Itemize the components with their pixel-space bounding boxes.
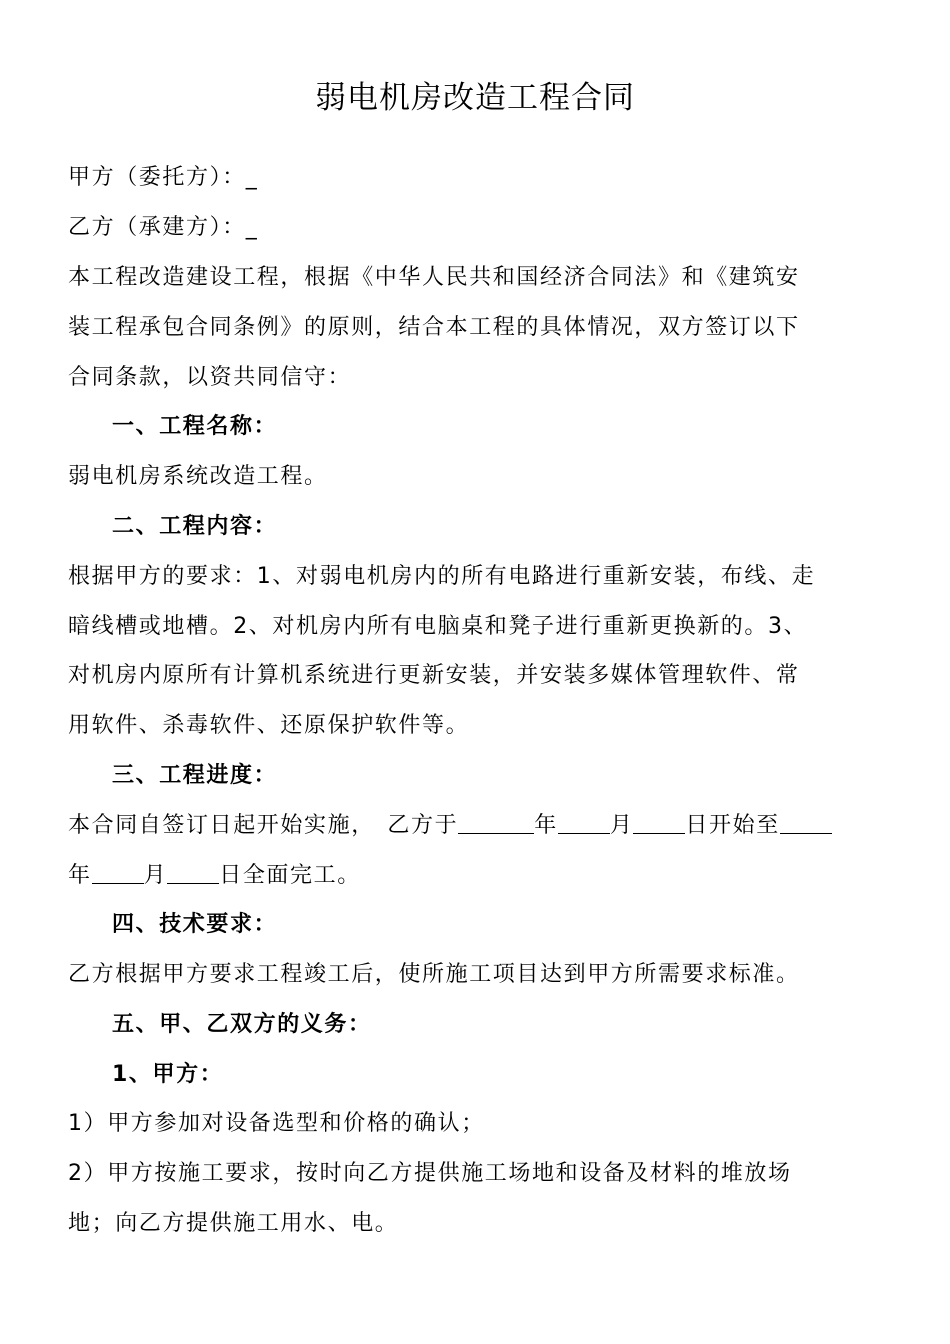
section-5-sub1-heading: 1、甲方： [112,1062,224,1087]
start-month-blank [558,811,610,834]
section-1-body: 弱电机房系统改造工程。 [68,464,328,489]
party-b-line: 乙方（承建方）：_ [68,215,259,240]
end-year-blank-part [780,811,832,834]
section-2-body-line-2: 暗线槽或地槽。2、对机房内所有电脑桌和凳子进行重新更换新的。3、 [68,614,808,639]
month-label: 月 [609,813,634,838]
start-day-blank [633,811,685,834]
day-start-label: 日开始至 [685,813,780,838]
section-4-body: 乙方根据甲方要求工程竣工后，使所施工项目达到甲方所需要求标准。 [68,962,800,987]
section-3-heading: 三、工程进度： [112,763,278,788]
document-title: 弱电机房改造工程合同 [315,80,635,116]
end-day-blank [167,861,219,884]
section-4-heading: 四、技术要求： [112,912,278,937]
end-month-label: 月 [143,863,168,888]
section-2-body-line-3: 对机房内原所有计算机系统进行更新安装，并安装多媒体管理软件、常 [68,663,800,688]
section-5-item-2-line-1: 2）甲方按施工要求，按时向乙方提供施工场地和设备及材料的堆放场 [68,1161,792,1186]
section-2-heading: 二、工程内容： [112,514,278,539]
year-label: 年 [534,813,558,838]
start-year-blank [458,811,534,834]
section-2-body-line-4: 用软件、杀毒软件、还原保护软件等。 [68,713,470,738]
day-end-label: 日全面完工。 [219,863,361,888]
end-year-label: 年 [68,863,92,888]
intro-line-1: 本工程改造建设工程，根据《中华人民共和国经济合同法》和《建筑安 [68,265,800,290]
intro-line-2: 装工程承包合同条例》的原则，结合本工程的具体情况，双方签订以下 [68,315,800,340]
schedule-prefix: 本合同自签订日起开始实施， 乙方于 [68,813,459,838]
section-2-body-line-1: 根据甲方的要求：1、对弱电机房内的所有电路进行重新安装，布线、走 [68,564,816,589]
party-a-line: 甲方（委托方）：_ [68,165,259,190]
section-5-heading: 五、甲、乙双方的义务： [112,1012,372,1037]
section-1-heading: 一、工程名称： [112,414,278,439]
intro-line-3: 合同条款，以资共同信守： [68,365,352,390]
section-3-schedule-line-2 [68,860,361,892]
section-5-item-1: 1）甲方参加对设备选型和价格的确认； [68,1111,485,1136]
section-5-item-2-line-2: 地；向乙方提供施工用水、电。 [68,1211,399,1236]
section-3-schedule-line-1 [68,810,832,842]
end-month-blank [92,861,144,884]
